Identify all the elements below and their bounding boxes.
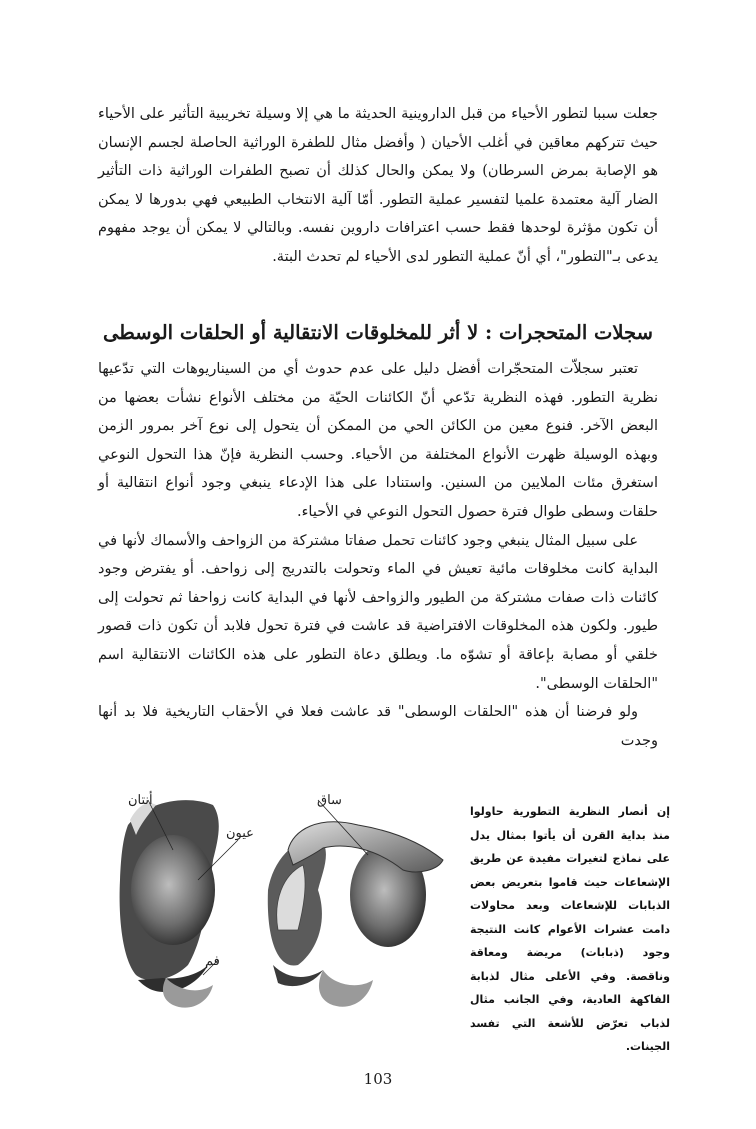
figure-label-leg: ساق bbox=[317, 793, 342, 808]
figure-caption: إن أنصار النظرية التطورية حاولوا منذ بداية القرن أن يأتوا بمثال يدل على نماذج لتغيرات مفيدة عن طريق الإشعاعات حيث قاموا بتعريض بعض الذبابات للإشعاعات وبعد محاولات دامت عشرات الأعوام كانت النتيجة وجود (ذبابات) مريضة ومعاقة وناقصة. وفي الأعلى مثال لذبابة الفاكهة العادية، وفي الجانب مثال لذباب تعرّض للأشعة التي تفسد الجينات. bbox=[470, 805, 670, 1053]
page-number: 103 bbox=[363, 1070, 393, 1088]
section-heading: سجلات المتحجرات : لا أثر للمخلوقات الانتقالية أو الحلقات الوسطى bbox=[103, 321, 653, 344]
fly-head-figure bbox=[118, 780, 458, 1025]
intro-paragraph-block bbox=[98, 100, 658, 272]
fly-head-illustration bbox=[118, 780, 458, 1025]
compound-eye bbox=[131, 835, 215, 945]
intro-paragraph: جعلت سببا لتطور الأحياء من قبل الداروينية الحديثة ما هي إلا وسيلة تخريبية التأثير على الأحياء حيث تتركهم معاقين في أغلب الأحيان ( وأفضل مثال للطفرة الوراثية الحاصلة لجسم الإنسان هو الإصابة بمرض السرطان) ولا يمكن والحال كذلك أن تصبح الطفرات الوراثية ذات التأثير الضار آلية معتمدة علميا لتفسير عملية التطور. أمّا آلية الانتخاب الطبيعي فهي بدورها لا يمكن أن تكون مؤثرة لوحدها فقط حسب اعترافات داروين نفسه. وبالتالي لا يمكن أن يوجد مفهوم يدعى بـ"التطور"، أي أنّ عملية التطور لدى الأحياء لم تحدث البتة. bbox=[98, 106, 658, 265]
body-paragraph-3: ولو فرضنا أن هذه "الحلقات الوسطى" قد عاشت فعلا في الأحقاب التاريخية فلا بد أنها وجدت bbox=[98, 704, 658, 749]
body-paragraph-2: على سبيل المثال ينبغي وجود كائنات تحمل صفاتا مشتركة من الزواحف والأسماك لأنها في البداية كانت مخلوقات مائية تعيش في الماء وتحولت بالتدريج إلى زواحف. أو يفترض وجود كائنات ذات صفات مشتركة من الطيور والزواحف لأنها في البداية كانت زواحفا ثم تحولت إلى طيور. ولكون هذه المخلوقات الافتراضية قد عاشت في فترة تحول فلابد أن تكون ذات قصور خلقي أو مصابة بإعاقة أو تشوّه ما. ويطلق دعاة التطور على هذه الكائنات الانتقالية اسم "الحلقات الوسطى". bbox=[98, 532, 658, 692]
figure-label-eyes: عيون bbox=[226, 826, 254, 841]
figure-label-antennae: أنتان bbox=[128, 793, 153, 808]
body-paragraph-1: تعتبر سجلاّت المتحجّرات أفضل دليل على عدم حدوث أي من السيناريوهات التي تدّعيها نظرية التطور. فهذه النظرية تدّعي أنّ الكائنات الحيّة من مختلف الأنواع نشأت بعضها من البعض الآخر. فنوع معين من الكائن الحي من الممكن أن يتحول إلى نوع آخر بمرور الزمن وبهذه الوسيلة ظهرت الأنواع المختلفة من الأحياء. وحسب النظرية فإنّ هذا التحول النوعي استغرق مئات الملايين من السنين. واستنادا على هذا الإدعاء ينبغي وجود أنواع انتقالية أو حلقات وسطى طوال فترة حصول التحول النوعي في الأحياء. bbox=[98, 361, 658, 520]
body-text-block bbox=[98, 355, 658, 755]
figure-label-mouth: فم bbox=[205, 954, 220, 969]
normal-fly-head bbox=[120, 800, 238, 1008]
mutated-fly-head bbox=[268, 800, 443, 1007]
